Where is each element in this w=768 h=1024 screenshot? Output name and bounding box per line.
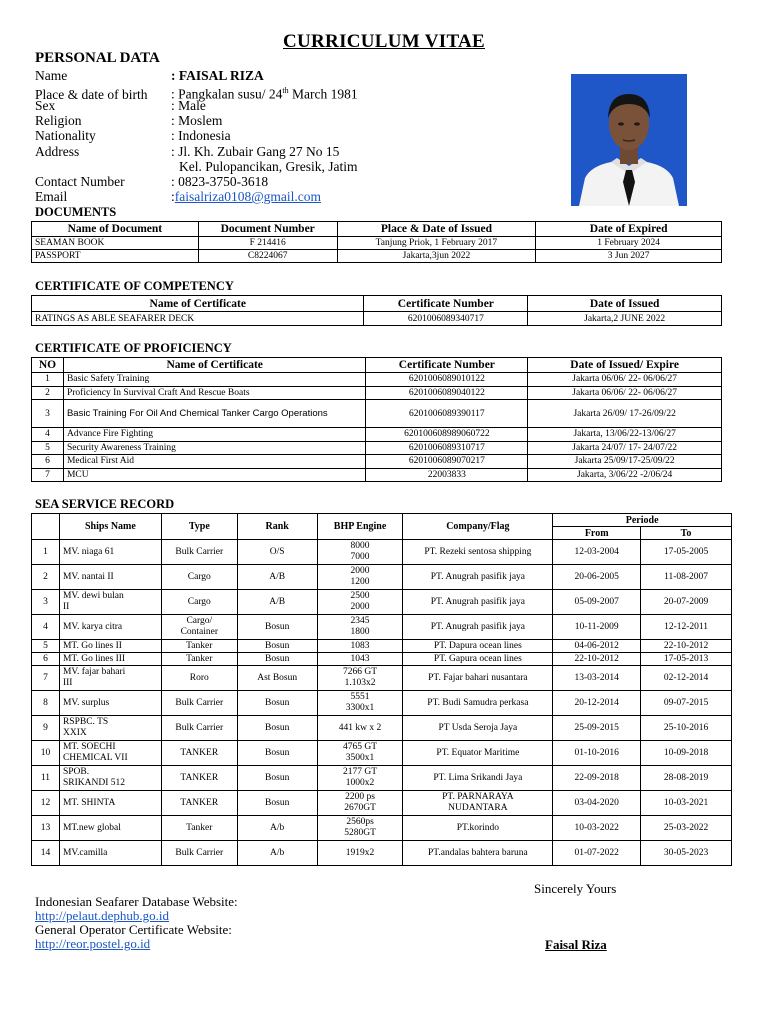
table-cell: 12-03-2004 xyxy=(553,540,641,565)
table-cell: Basic Safety Training xyxy=(63,373,365,387)
table-cell: Bosun xyxy=(237,766,317,791)
sea-service-body xyxy=(32,540,732,866)
table-cell: 3 xyxy=(32,400,64,428)
table-cell: A/B xyxy=(237,565,317,590)
table-cell: Medical First Aid xyxy=(63,455,365,469)
table-cell: MV. karya citra xyxy=(59,615,161,640)
table-row xyxy=(32,565,732,590)
table-cell: MV. dewi bulan II xyxy=(59,590,161,615)
religion-label: Religion xyxy=(35,113,82,128)
sex-value: : Male xyxy=(171,98,206,113)
column-header: Name of Certificate xyxy=(32,296,364,312)
sea-service-table xyxy=(31,513,732,866)
table-cell: MV. nantai II xyxy=(59,565,161,590)
column-header: Date of Expired xyxy=(536,222,722,237)
table-cell: Jakarta,2 JUNE 2022 xyxy=(528,312,722,326)
table-cell: MT. Go lines II xyxy=(59,640,161,653)
proficiency-table xyxy=(31,357,722,482)
table-cell: Jakarta, 3/06/22 -2/06/24 xyxy=(528,468,722,482)
column-header: Name of Document xyxy=(32,222,199,237)
seafarer-db-label: Indonesian Seafarer Database Website: xyxy=(35,894,238,909)
birth-prefix: : Pangkalan susu/ 24 xyxy=(171,86,283,102)
table-row xyxy=(32,653,732,666)
table-cell: 3 Jun 2027 xyxy=(536,250,722,263)
table-cell: MV. fajar bahari III xyxy=(59,666,161,691)
table-cell: 6201006089340717 xyxy=(364,312,528,326)
address-line2: Kel. Pulopancikan, Gresik, Jatim xyxy=(179,159,358,174)
table-row xyxy=(32,428,722,442)
table-cell: 9 xyxy=(32,716,60,741)
column-header: Certificate Number xyxy=(364,296,528,312)
address-label: Address xyxy=(35,144,80,159)
table-cell: 2345 1800 xyxy=(317,615,403,640)
table-cell: Bosun xyxy=(237,741,317,766)
table-cell: 7 xyxy=(32,468,64,482)
table-cell: 01-10-2016 xyxy=(553,741,641,766)
table-cell: 20-06-2005 xyxy=(553,565,641,590)
contact-row xyxy=(35,174,268,189)
table-cell: C8224067 xyxy=(198,250,337,263)
table-cell: PT. PARNARAYA NUDANTARA xyxy=(403,791,553,816)
closing-text: Sincerely Yours xyxy=(534,881,617,896)
religion-row xyxy=(35,113,222,128)
column-header: NO xyxy=(32,358,64,373)
table-row xyxy=(32,766,732,791)
table-cell: 11 xyxy=(32,766,60,791)
table-cell: MV. niaga 61 xyxy=(59,540,161,565)
column-header: Document Number xyxy=(198,222,337,237)
table-cell: 20-07-2009 xyxy=(641,590,732,615)
column-header: Ships Name xyxy=(59,514,161,540)
table-cell: 01-07-2022 xyxy=(553,841,641,866)
column-header: Rank xyxy=(237,514,317,540)
table-cell: Ast Bosun xyxy=(237,666,317,691)
email-link[interactable]: faisalriza0108@gmail.com xyxy=(174,189,322,204)
table-cell: 6201006089010122 xyxy=(366,373,528,387)
name-row xyxy=(35,68,264,83)
table-cell: 2177 GT 1000x2 xyxy=(317,766,403,791)
address-line1: : Jl. Kh. Zubair Gang 27 No 15 xyxy=(171,144,340,159)
religion-value: : Moslem xyxy=(171,113,223,128)
competency-table xyxy=(31,295,722,326)
table-cell: MT. Go lines III xyxy=(59,653,161,666)
column-header: Date of Issued xyxy=(528,296,722,312)
table-cell: 2 xyxy=(32,386,64,400)
table-cell: Tanjung Priok, 1 February 2017 xyxy=(337,237,536,250)
birth-ordinal: th xyxy=(282,86,289,95)
table-row xyxy=(32,468,722,482)
table-cell: 4765 GT 3500x1 xyxy=(317,741,403,766)
birth-label: Place & date of birth xyxy=(35,86,148,102)
table-cell: 6 xyxy=(32,455,64,469)
table-cell: 22-10-2012 xyxy=(641,640,732,653)
table-cell: Cargo/ Container xyxy=(161,615,237,640)
table-cell: 10-09-2018 xyxy=(641,741,732,766)
table-cell: 25-09-2015 xyxy=(553,716,641,741)
table-row xyxy=(32,615,732,640)
table-row xyxy=(32,455,722,469)
table-cell: PT. Anugrah pasifik jaya xyxy=(403,565,553,590)
table-row xyxy=(32,250,722,263)
table-cell: Bosun xyxy=(237,640,317,653)
column-header: Periode xyxy=(553,514,732,527)
table-cell: 10-03-2022 xyxy=(553,816,641,841)
birth-row xyxy=(35,83,358,102)
table-row xyxy=(32,741,732,766)
table-row xyxy=(32,666,732,691)
table-cell: MT.new global xyxy=(59,816,161,841)
table-cell: O/S xyxy=(237,540,317,565)
column-header: From xyxy=(553,527,641,540)
table-row xyxy=(32,841,732,866)
table-cell: SPOB. SRIKANDI 512 xyxy=(59,766,161,791)
table-header-row xyxy=(32,222,722,237)
table-header-row xyxy=(32,514,732,527)
table-cell: 7 xyxy=(32,666,60,691)
table-cell: 441 kw x 2 xyxy=(317,716,403,741)
table-row xyxy=(32,312,722,326)
proficiency-heading: CERTIFICATE OF PROFICIENCY xyxy=(35,341,232,355)
column-header: Company/Flag xyxy=(403,514,553,540)
column-header xyxy=(32,514,60,540)
table-cell: 10-11-2009 xyxy=(553,615,641,640)
table-cell: 02-12-2014 xyxy=(641,666,732,691)
table-cell: MCU xyxy=(63,468,365,482)
table-cell: 620100608989060722 xyxy=(366,428,528,442)
table-row xyxy=(32,441,722,455)
table-cell: PT Usda Seroja Jaya xyxy=(403,716,553,741)
nationality-row xyxy=(35,128,231,143)
name-value: : FAISAL RIZA xyxy=(171,68,264,83)
table-cell: RSPBC. TS XXIX xyxy=(59,716,161,741)
table-cell: Jakarta 06/06/ 22- 06/06/27 xyxy=(528,386,722,400)
table-cell: Bosun xyxy=(237,691,317,716)
table-cell: MT. SHINTA xyxy=(59,791,161,816)
table-cell: 6201006089310717 xyxy=(366,441,528,455)
table-cell: 14 xyxy=(32,841,60,866)
table-cell: 20-12-2014 xyxy=(553,691,641,716)
table-cell: TANKER xyxy=(161,741,237,766)
table-cell: SEAMAN BOOK xyxy=(32,237,199,250)
table-row xyxy=(32,540,732,565)
portrait-photo xyxy=(571,74,687,206)
table-row xyxy=(32,816,732,841)
table-cell: 22-10-2012 xyxy=(553,653,641,666)
table-row xyxy=(32,640,732,653)
table-cell: 22003833 xyxy=(366,468,528,482)
table-cell: 7266 GT 1.103x2 xyxy=(317,666,403,691)
documents-table xyxy=(31,221,722,263)
table-cell: Security Awareness Training xyxy=(63,441,365,455)
document-title: CURRICULUM VITAE xyxy=(282,31,486,52)
table-cell: Tanker xyxy=(161,816,237,841)
table-row xyxy=(32,791,732,816)
table-cell: 05-09-2007 xyxy=(553,590,641,615)
table-cell: Jakarta,3jun 2022 xyxy=(337,250,536,263)
table-cell: 4 xyxy=(32,428,64,442)
table-cell: Cargo xyxy=(161,590,237,615)
table-cell: PT. Dapura ocean lines xyxy=(403,640,553,653)
table-cell: 25-10-2016 xyxy=(641,716,732,741)
documents-heading: DOCUMENTS xyxy=(35,205,117,219)
table-cell: Jakarta 26/09/ 17-26/09/22 xyxy=(528,400,722,428)
table-cell: 11-08-2007 xyxy=(641,565,732,590)
table-row xyxy=(32,590,732,615)
table-cell: 2500 2000 xyxy=(317,590,403,615)
contact-label: Contact Number xyxy=(35,174,125,189)
table-cell: PT.andalas bahtera baruna xyxy=(403,841,553,866)
table-cell: 5 xyxy=(32,640,60,653)
table-cell: 03-04-2020 xyxy=(553,791,641,816)
birth-suffix: March 1981 xyxy=(288,86,358,102)
table-cell: Bulk Carrier xyxy=(161,540,237,565)
table-cell: 1919x2 xyxy=(317,841,403,866)
table-cell: 3 xyxy=(32,590,60,615)
column-header: To xyxy=(641,527,732,540)
table-cell: F 214416 xyxy=(198,237,337,250)
table-cell: 12 xyxy=(32,791,60,816)
table-cell: 5 xyxy=(32,441,64,455)
column-header: Type xyxy=(161,514,237,540)
table-cell: 22-09-2018 xyxy=(553,766,641,791)
table-cell: Bosun xyxy=(237,716,317,741)
table-cell: 09-07-2015 xyxy=(641,691,732,716)
table-cell: 2560ps 5280GT xyxy=(317,816,403,841)
column-header: BHP Engine xyxy=(317,514,403,540)
table-cell: 17-05-2013 xyxy=(641,653,732,666)
signature-name: Faisal Riza xyxy=(545,937,607,952)
table-row xyxy=(32,386,722,400)
table-cell: 13-03-2014 xyxy=(553,666,641,691)
column-header: Place & Date of Issued xyxy=(337,222,536,237)
table-header-row xyxy=(32,296,722,312)
table-cell: 5551 3300x1 xyxy=(317,691,403,716)
operator-cert-link[interactable]: http://reor.postel.go.id xyxy=(35,936,151,951)
table-cell: 2200 ps 2670GT xyxy=(317,791,403,816)
table-cell: TANKER xyxy=(161,791,237,816)
table-cell: MV.camilla xyxy=(59,841,161,866)
table-row xyxy=(32,400,722,428)
table-cell: 1043 xyxy=(317,653,403,666)
table-cell: Bulk Carrier xyxy=(161,841,237,866)
table-row xyxy=(32,691,732,716)
table-cell: A/B xyxy=(237,590,317,615)
table-cell: MV. surplus xyxy=(59,691,161,716)
table-cell: Basic Training For Oil And Chemical Tanker Cargo Operations xyxy=(63,400,365,428)
portrait-photo-icon xyxy=(571,74,687,206)
sex-row xyxy=(35,98,206,113)
table-cell: PT. Fajar bahari nusantara xyxy=(403,666,553,691)
table-cell: MT. SOECHI CHEMICAL VII xyxy=(59,741,161,766)
table-cell: Cargo xyxy=(161,565,237,590)
table-cell: Proficiency In Survival Craft And Rescue Boats xyxy=(63,386,365,400)
column-header: Certificate Number xyxy=(366,358,528,373)
name-label: Name xyxy=(35,68,68,83)
table-cell: PT. Anugrah pasifik jaya xyxy=(403,615,553,640)
table-cell: Jakarta, 13/06/22-13/06/27 xyxy=(528,428,722,442)
table-cell: PT. Lima Srikandi Jaya xyxy=(403,766,553,791)
table-cell: A/b xyxy=(237,841,317,866)
table-cell: 1 xyxy=(32,540,60,565)
address-row xyxy=(35,144,339,159)
table-cell: 8000 7000 xyxy=(317,540,403,565)
email-prefix: : xyxy=(171,189,175,204)
table-cell: 8 xyxy=(32,691,60,716)
table-row xyxy=(32,373,722,387)
column-header: Name of Certificate xyxy=(63,358,365,373)
sea-service-heading: SEA SERVICE RECORD xyxy=(35,497,175,511)
nationality-value: : Indonesia xyxy=(171,128,231,143)
table-cell: 13 xyxy=(32,816,60,841)
table-cell: Jakarta 25/09/17-25/09/22 xyxy=(528,455,722,469)
table-cell: 1 February 2024 xyxy=(536,237,722,250)
table-header-row xyxy=(32,358,722,373)
table-cell: Tanker xyxy=(161,640,237,653)
table-cell: TANKER xyxy=(161,766,237,791)
table-cell: Roro xyxy=(161,666,237,691)
sex-label: Sex xyxy=(35,98,56,113)
contact-value: : 0823-3750-3618 xyxy=(171,174,269,189)
table-cell: 6201006089390117 xyxy=(366,400,528,428)
table-cell: A/b xyxy=(237,816,317,841)
table-cell: PT. Gapura ocean lines xyxy=(403,653,553,666)
table-row xyxy=(32,237,722,250)
table-cell: 04-06-2012 xyxy=(553,640,641,653)
table-cell: 17-05-2005 xyxy=(641,540,732,565)
email-row xyxy=(35,189,321,204)
table-cell: 2000 1200 xyxy=(317,565,403,590)
table-cell: RATINGS AS ABLE SEAFARER DECK xyxy=(32,312,364,326)
table-cell: PT. Budi Samudra perkasa xyxy=(403,691,553,716)
personal-data-heading: PERSONAL DATA xyxy=(35,50,160,66)
table-cell: 28-08-2019 xyxy=(641,766,732,791)
table-cell: 6 xyxy=(32,653,60,666)
operator-cert-label: General Operator Certificate Website: xyxy=(35,922,232,937)
table-cell: 10-03-2021 xyxy=(641,791,732,816)
table-cell: Bosun xyxy=(237,653,317,666)
table-cell: PT.korindo xyxy=(403,816,553,841)
table-cell: Advance Fire Fighting xyxy=(63,428,365,442)
table-cell: PASSPORT xyxy=(32,250,199,263)
table-cell: Bulk Carrier xyxy=(161,691,237,716)
table-cell: PT. Anugrah pasifik jaya xyxy=(403,590,553,615)
table-cell: 12-12-2011 xyxy=(641,615,732,640)
seafarer-db-link[interactable]: http://pelaut.dephub.go.id xyxy=(35,908,169,923)
table-cell: 10 xyxy=(32,741,60,766)
table-cell: PT. Equator Maritime xyxy=(403,741,553,766)
nationality-label: Nationality xyxy=(35,128,96,143)
table-cell: Jakarta 24/07/ 17- 24/07/22 xyxy=(528,441,722,455)
table-cell: 25-03-2022 xyxy=(641,816,732,841)
column-header: Date of Issued/ Expire xyxy=(528,358,722,373)
table-cell: 6201006089040122 xyxy=(366,386,528,400)
table-cell: 6201006089070217 xyxy=(366,455,528,469)
email-label: Email xyxy=(35,189,68,204)
table-row xyxy=(32,716,732,741)
table-cell: PT. Rezeki sentosa shipping xyxy=(403,540,553,565)
table-cell: Tanker xyxy=(161,653,237,666)
table-cell: Bosun xyxy=(237,791,317,816)
table-cell: Bosun xyxy=(237,615,317,640)
table-cell: 1 xyxy=(32,373,64,387)
table-cell: Jakarta 06/06/ 22- 06/06/27 xyxy=(528,373,722,387)
table-cell: 30-05-2023 xyxy=(641,841,732,866)
table-cell: 1083 xyxy=(317,640,403,653)
table-cell: Bulk Carrier xyxy=(161,716,237,741)
table-cell: 2 xyxy=(32,565,60,590)
table-cell: 4 xyxy=(32,615,60,640)
competency-heading: CERTIFICATE OF COMPETENCY xyxy=(35,279,234,293)
